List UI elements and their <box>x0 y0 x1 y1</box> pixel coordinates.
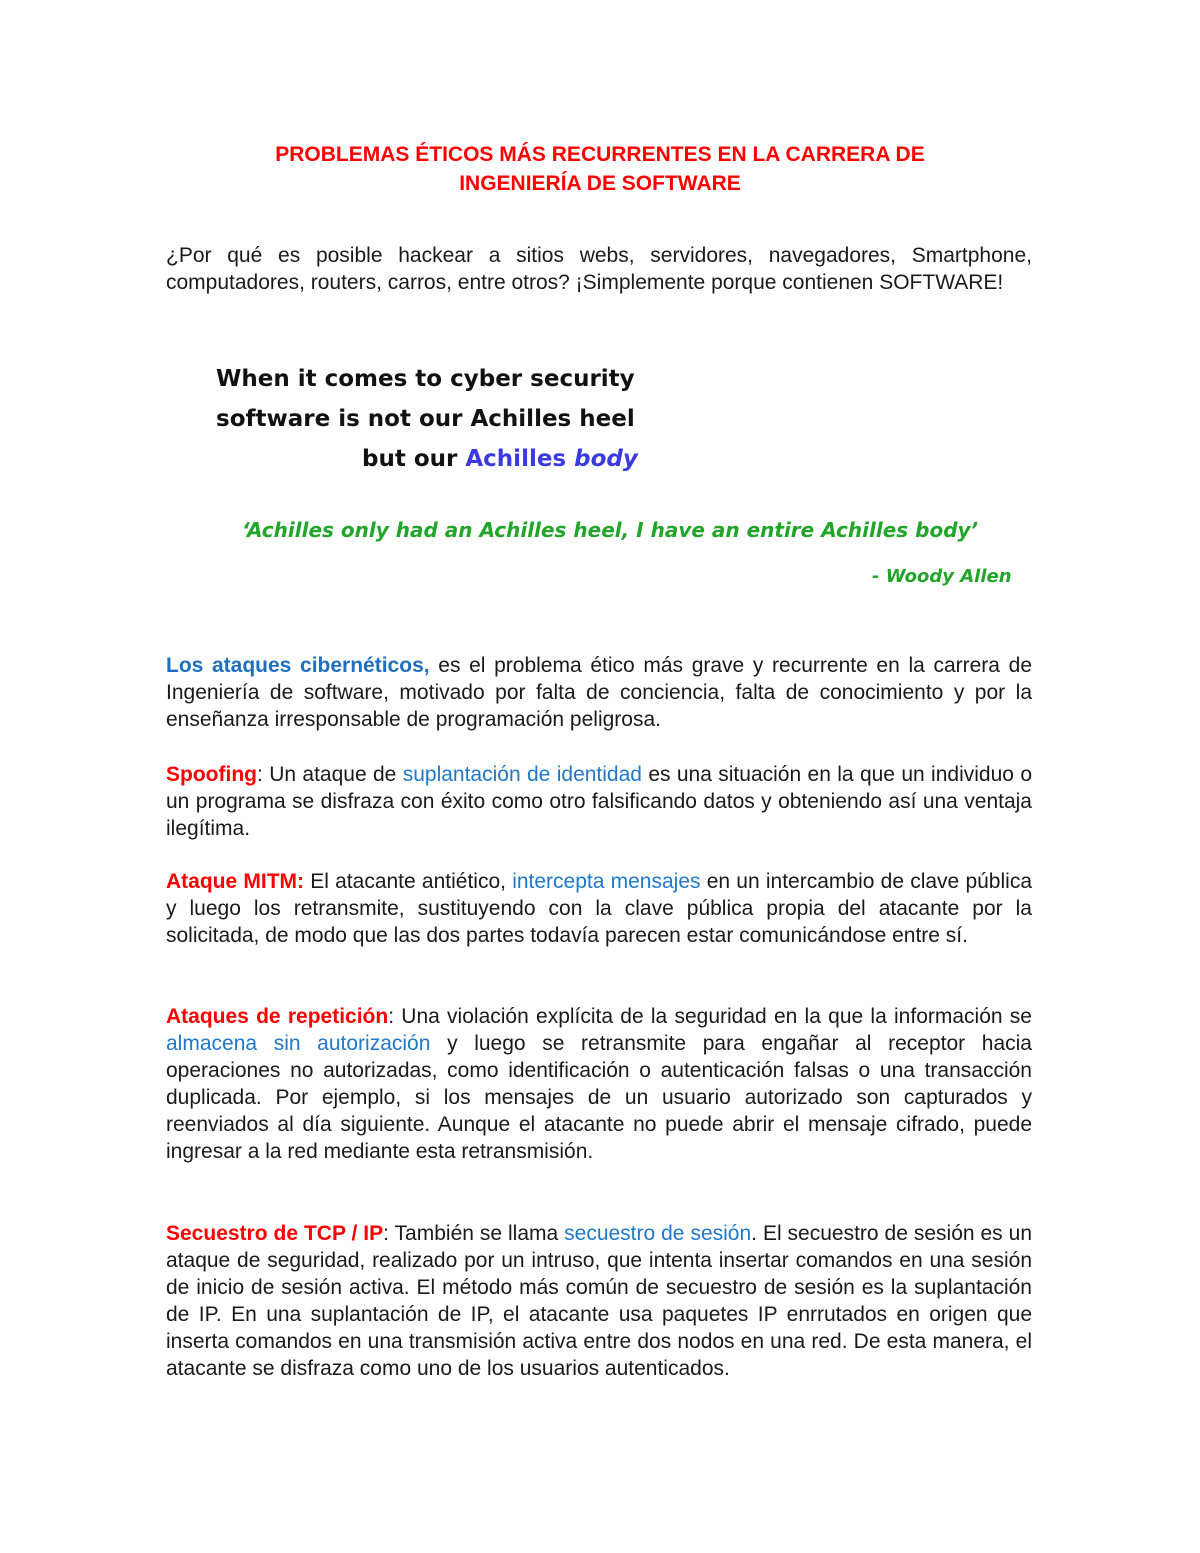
tcp-link[interactable]: secuestro de sesión <box>564 1222 752 1245</box>
spoofing-link[interactable]: suplantación de identidad <box>402 763 642 786</box>
ataques-ciberneticos-paragraph <box>166 652 1032 733</box>
repeticion-link[interactable]: almacena sin autorización <box>166 1032 431 1055</box>
title-line-1: PROBLEMAS ÉTICOS MÁS RECURRENTES EN LA CARRERA DE <box>275 143 925 166</box>
spoofing-text-before: Un ataque de <box>262 763 403 786</box>
quote-line-1: When it comes to cyber security <box>216 366 635 392</box>
tcp-text-before: También se llama <box>388 1222 565 1245</box>
quote-line-2: software is not our Achilles heel <box>216 406 635 432</box>
title-line-2: INGENIERÍA DE SOFTWARE <box>459 172 741 195</box>
mitm-text-before: El atacante antiético, <box>304 870 513 893</box>
repeticion-colon: : <box>388 1005 395 1028</box>
repeticion-text-after: y luego se retransmite para engañar al receptor hacia operaciones no autorizadas, como identificación o autenticación falsas o una transacción duplicada. Por ejemplo, si los mensajes de un usuario autorizado son capturados y reenviados al día siguiente. Aunque el atacante no puede abrir el mensaje cifrado, puede ingresar a la red mediante esta retransmisión. <box>166 1032 1032 1163</box>
quote-body-word: body <box>574 446 638 472</box>
spoofing-paragraph <box>166 761 1032 842</box>
spoofing-term: Spoofing <box>166 763 257 786</box>
quote-author: - Woody Allen <box>872 566 1012 587</box>
quote-line-3 <box>362 446 638 472</box>
ataques-text: es el problema ético más grave y recurrente en la carrera de Ingeniería de software, motivado por falta de conciencia, falta de conocimiento y por la enseñanza irresponsable de programación peligrosa. <box>166 654 1033 731</box>
repeticion-paragraph <box>166 1003 1032 1165</box>
tcp-ip-paragraph <box>166 1220 1032 1382</box>
mitm-link[interactable]: intercepta mensajes <box>512 870 701 893</box>
ataques-term: Los ataques cibernéticos, <box>166 654 430 677</box>
intro-paragraph: ¿Por qué es posible hackear a sitios webs, servidores, navegadores, Smartphone, computadores, routers, carros, entre otros? ¡Simplemente porque contienen SOFTWARE! <box>166 244 1032 294</box>
page-title <box>166 140 1034 198</box>
tcp-colon: : <box>383 1222 389 1245</box>
quote-line-3-prefix: but our <box>362 446 466 472</box>
mitm-paragraph <box>166 868 1032 949</box>
achilles-quote-image <box>200 360 1040 600</box>
tcp-text-after: . El secuestro de sesión es un ataque de seguridad, realizado por un intruso, que intenta insertar comandos en una sesión de inicio de sesión activa. El método más común de secuestro de sesión es la suplantación de IP. En una suplantación de IP, el atacante usa paquetes IP enrrutados en origen que inserta comandos en una transmisión activa entre dos nodos en una red. De esta manera, el atacante se disfraza como uno de los usuarios autenticados. <box>166 1222 1032 1380</box>
woody-allen-quote: ‘Achilles only had an Achilles heel, I have an entire Achilles body’ <box>242 518 979 542</box>
quote-achilles-word: Achilles <box>465 446 567 472</box>
repeticion-term: Ataques de repetición <box>166 1005 389 1028</box>
mitm-term: Ataque MITM: <box>166 870 305 893</box>
repeticion-text-before: Una violación explícita de la seguridad en la que la información se <box>394 1005 1032 1028</box>
mitm-text-after: en un intercambio de clave pública y luego los retransmite, sustituyendo con la clave pública propia del atacante por la solicitada, de modo que las dos partes todavía parecen estar comunicándose entre sí. <box>166 870 1032 947</box>
spoofing-text-after: es una situación en la que un individuo o un programa se disfraza con éxito como otro falsificando datos y obteniendo así una ventaja ilegítima. <box>166 763 1032 840</box>
tcp-term: Secuestro de TCP / IP <box>166 1222 384 1245</box>
spoofing-colon: : <box>256 763 263 786</box>
